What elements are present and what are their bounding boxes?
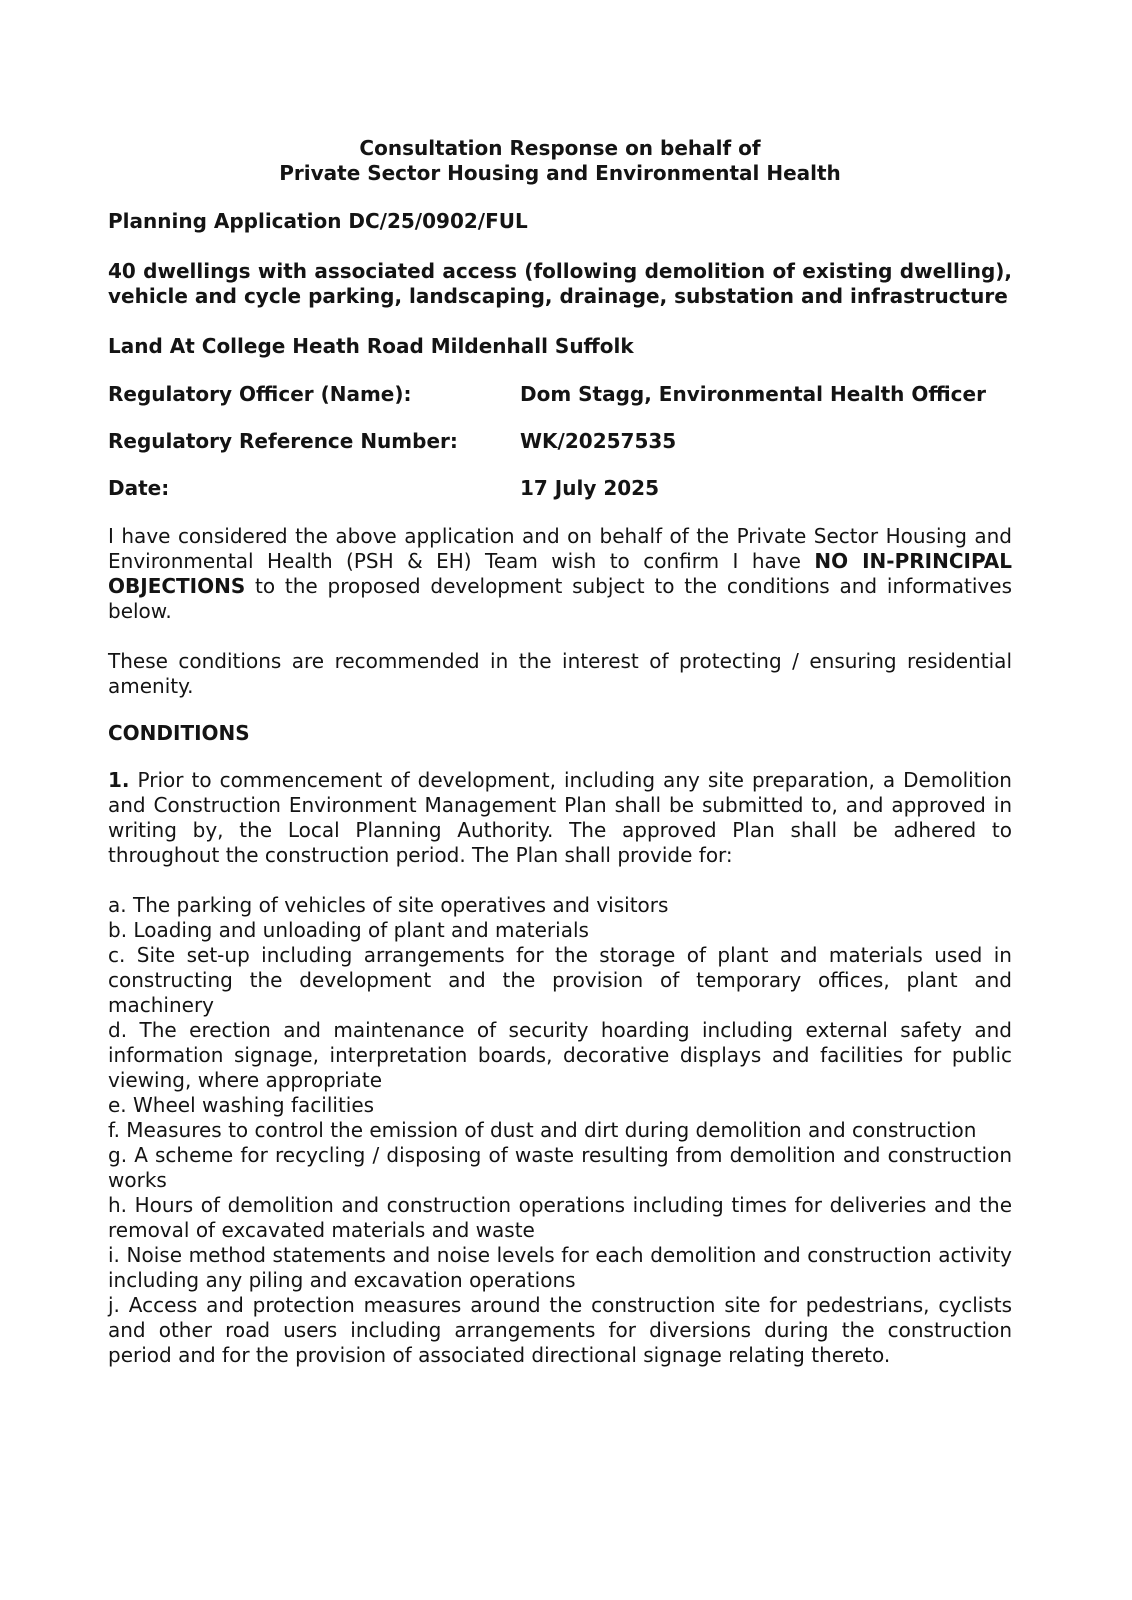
intro-paragraph bbox=[108, 524, 1012, 624]
document-title-line-2: Private Sector Housing and Environmental Health bbox=[279, 161, 841, 185]
date-label: Date: bbox=[108, 476, 170, 500]
conditions-heading: CONDITIONS bbox=[108, 721, 250, 745]
date-value: 17 July 2025 bbox=[520, 476, 659, 500]
condition-1-paragraph bbox=[108, 768, 1012, 868]
list-item-j: j. Access and protection measures around the construction site for pedestrians, cyclists and other road users including arrangements for diversions during the construction period and for the provision of associated directional signage relating thereto. bbox=[108, 1293, 1012, 1367]
list-item-c: c. Site set-up including arrangements for the storage of plant and materials used in constructing the development and the provision of temporary offices, plant and machinery bbox=[108, 943, 1012, 1017]
list-item-e: e. Wheel washing facilities bbox=[108, 1093, 375, 1117]
officer-label: Regulatory Officer (Name): bbox=[108, 382, 412, 406]
date-row bbox=[108, 476, 1012, 501]
intro-text-after: to the proposed development subject to the conditions and informatives below. bbox=[108, 574, 1012, 623]
list-item-f: f. Measures to control the emission of dust and dirt during demolition and construction bbox=[108, 1118, 977, 1142]
list-item-b: b. Loading and unloading of plant and materials bbox=[108, 918, 589, 942]
reference-label: Regulatory Reference Number: bbox=[108, 429, 458, 453]
document-title-line-1: Consultation Response on behalf of bbox=[359, 136, 761, 160]
condition-1-text: Prior to commencement of development, including any site preparation, a Demolition and Construction Environment Management Plan shall be submitted to, and approved in writing by, the Local Planning Authority. The approved Plan shall be adhered to throughout the construction period. The Plan shall provide for: bbox=[108, 768, 1012, 867]
document-page bbox=[108, 136, 1012, 1368]
condition-1-number: 1. bbox=[108, 768, 130, 792]
reference-row bbox=[108, 429, 1012, 454]
list-item-h: h. Hours of demolition and construction operations including times for deliveries and the removal of excavated materials and waste bbox=[108, 1193, 1012, 1242]
application-description: 40 dwellings with associated access (following demolition of existing dwelling), vehicle and cycle parking, landscaping, drainage, substation and infrastructure bbox=[108, 259, 1012, 308]
condition-1-list bbox=[108, 893, 1012, 1368]
recommendation-paragraph: These conditions are recommended in the interest of protecting / ensuring residential amenity. bbox=[108, 649, 1012, 698]
officer-row bbox=[108, 382, 1012, 407]
list-item-a: a. The parking of vehicles of site operatives and visitors bbox=[108, 893, 669, 917]
application-location: Land At College Heath Road Mildenhall Suffolk bbox=[108, 334, 634, 358]
list-item-i: i. Noise method statements and noise levels for each demolition and construction activity including any piling and excavation operations bbox=[108, 1243, 1012, 1292]
reference-value: WK/20257535 bbox=[520, 429, 677, 453]
application-reference: Planning Application DC/25/0902/FUL bbox=[108, 209, 528, 233]
list-item-d: d. The erection and maintenance of security hoarding including external safety and information signage, interpretation boards, decorative displays and facilities for public viewing, where appropriate bbox=[108, 1018, 1012, 1092]
list-item-g: g. A scheme for recycling / disposing of waste resulting from demolition and construction works bbox=[108, 1143, 1012, 1192]
intro-text-before: I have considered the above application and on behalf of the Private Sector Housing and Environmental Health (PSH & EH) Team wish to confirm I have bbox=[108, 524, 1012, 573]
no-objections-emphasis: NO IN-PRINCIPAL OBJECTIONS bbox=[108, 549, 1012, 598]
officer-value: Dom Stagg, Environmental Health Officer bbox=[520, 382, 986, 406]
